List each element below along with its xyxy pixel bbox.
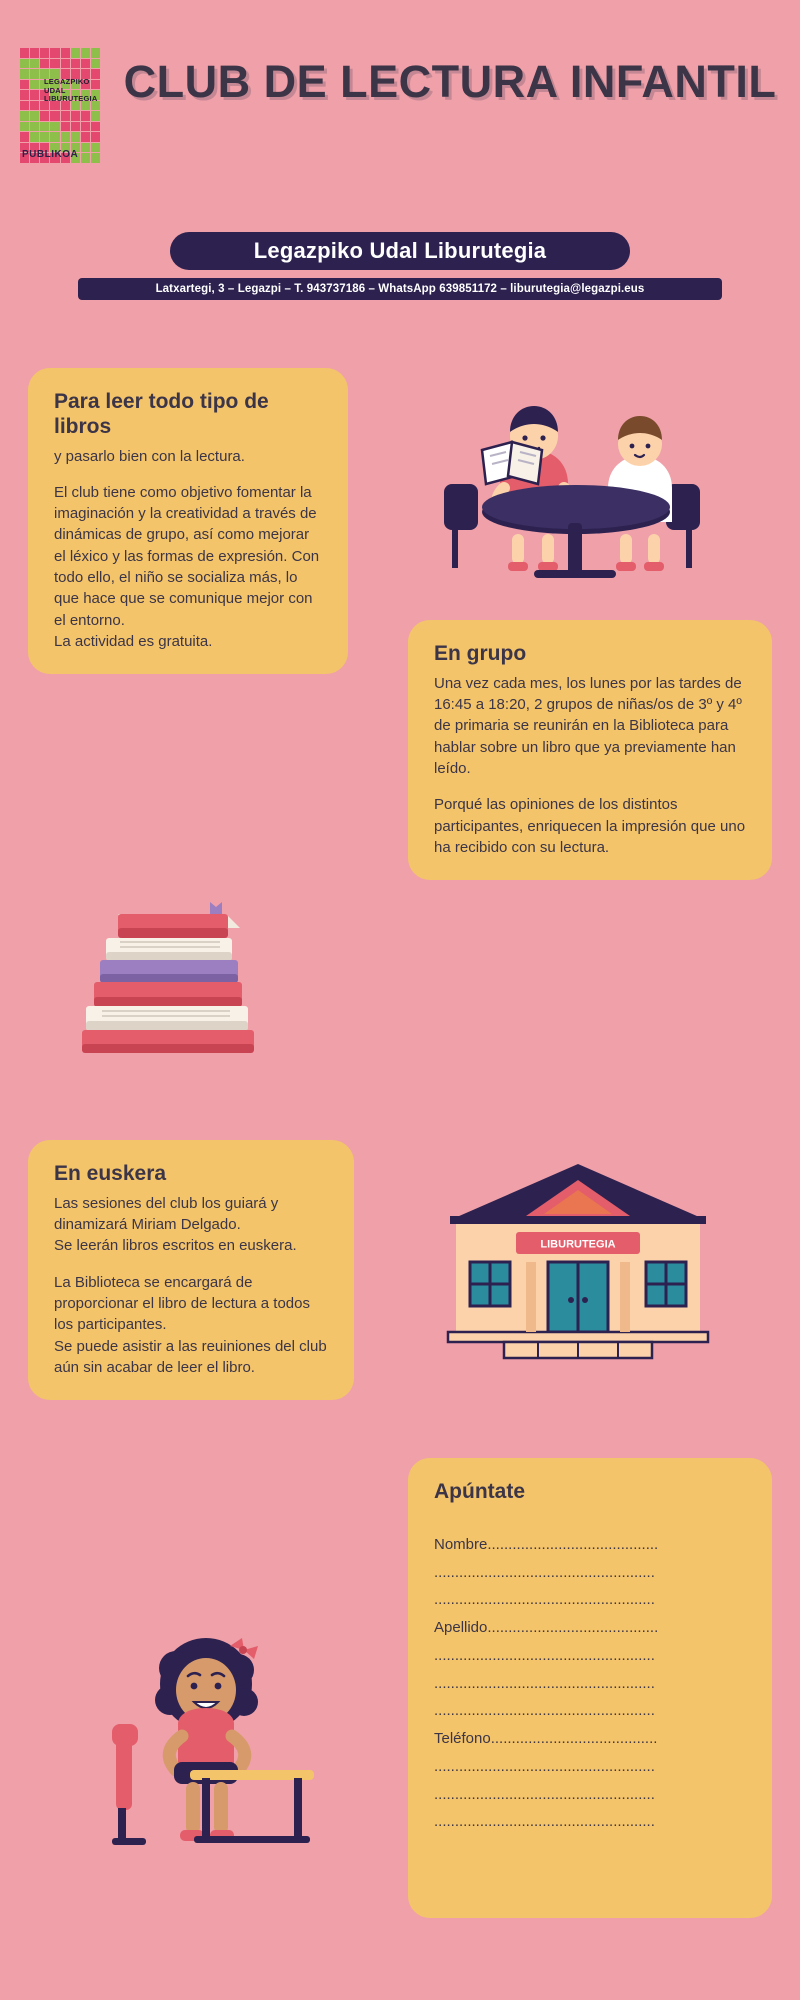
logo-tile <box>40 48 49 58</box>
logo-publikoa: PUBLIKOA <box>22 149 79 160</box>
logo-tile <box>81 111 90 121</box>
signup-form-line[interactable]: Nombre......................................... <box>434 1535 659 1553</box>
logo-tile <box>71 122 80 132</box>
logo-tile <box>30 90 39 100</box>
logo-color-grid <box>20 48 100 163</box>
logo-tile <box>71 111 80 121</box>
card-en-grupo <box>408 620 772 880</box>
logo-tile <box>20 80 29 90</box>
signup-form-line[interactable]: Teléfono........................................ <box>434 1730 658 1748</box>
card-en-grupo-p2: Porqué las opiniones de los distintos participantes, enriquecen la impresión que uno ha recibido con su lectura. <box>434 796 746 856</box>
logo-tile <box>40 111 49 121</box>
logo-tile <box>91 111 100 121</box>
signup-form-line[interactable]: ..................................................... <box>434 1591 655 1609</box>
logo-wordmark <box>44 78 97 104</box>
logo-line-2: UDAL <box>44 85 66 95</box>
logo-tile <box>50 48 59 58</box>
logo-tile <box>91 48 100 58</box>
logo-tile <box>91 132 100 142</box>
logo-tile <box>40 132 49 142</box>
logo-tile <box>81 153 90 163</box>
signup-form-line[interactable]: ..................................................... <box>434 1785 655 1803</box>
logo-tile <box>30 59 39 69</box>
logo-tile <box>20 111 29 121</box>
logo-tile <box>61 122 70 132</box>
signup-form-line[interactable]: ..................................................... <box>434 1757 655 1775</box>
logo-tile <box>61 48 70 58</box>
logo-tile <box>40 122 49 132</box>
logo-tile <box>81 59 90 69</box>
logo-tile <box>81 122 90 132</box>
card-para-leer-p1: y pasarlo bien con la lectura. <box>54 447 245 465</box>
logo-tile <box>20 90 29 100</box>
card-en-euskera-p1: Las sesiones del club los guiará y dinamizará Miriam Delgado. <box>54 1194 279 1234</box>
logo-tile <box>40 59 49 69</box>
card-apuntate-title: Apúntate <box>434 1480 525 1503</box>
signup-form-line[interactable]: ..................................................... <box>434 1563 655 1581</box>
library-name-banner: Legazpiko Udal Liburutegia <box>170 232 630 270</box>
logo-tile <box>61 111 70 121</box>
logo-tile <box>50 111 59 121</box>
book-stack-illustration <box>60 880 280 1080</box>
logo-tile <box>61 132 70 142</box>
girl-at-desk-illustration <box>90 1620 330 1870</box>
logo-tile <box>50 122 59 132</box>
signup-form-line[interactable]: ..................................................... <box>434 1813 655 1831</box>
card-apuntate <box>408 1458 772 1918</box>
logo-tile <box>71 48 80 58</box>
logo-tile <box>20 132 29 142</box>
library-logo <box>20 48 100 163</box>
logo-tile <box>81 48 90 58</box>
logo-tile <box>71 59 80 69</box>
logo-tile <box>91 153 100 163</box>
logo-tile <box>20 59 29 69</box>
logo-tile <box>61 59 70 69</box>
logo-tile <box>30 132 39 142</box>
card-en-euskera <box>28 1140 354 1400</box>
card-para-leer-title: Para leer todo tipo de libros <box>54 390 269 438</box>
logo-tile <box>81 143 90 153</box>
card-para-leer <box>28 368 348 674</box>
card-para-leer-p2: El club tiene como objetivo fomentar la imaginación y la creatividad a través de dinámicas de grupo, así como mejorar el léxico y las formas de expresión. Con todo ello, el niño se socializa más, lo que hace que se comunique mejor con el entorno. <box>54 483 320 629</box>
card-en-euskera-p4: Se puede asistir a las reuiniones del club aún sin acabar de leer el libro. <box>54 1337 327 1376</box>
logo-tile <box>30 122 39 132</box>
card-en-euskera-p3: La Biblioteca se encargará de proporcionar el libro de lectura a todos los participantes. <box>54 1273 310 1334</box>
logo-tile <box>91 59 100 69</box>
logo-tile <box>91 122 100 132</box>
logo-tile <box>30 69 39 79</box>
page-title: CLUB DE LECTURA INFANTIL <box>123 56 777 107</box>
logo-tile <box>50 132 59 142</box>
logo-tile <box>20 101 29 111</box>
logo-tile <box>81 132 90 142</box>
logo-tile <box>20 122 29 132</box>
signup-form-line[interactable]: ..................................................... <box>434 1646 655 1664</box>
logo-tile <box>50 59 59 69</box>
library-building-illustration <box>408 1150 748 1380</box>
logo-tile <box>30 111 39 121</box>
logo-tile <box>30 101 39 111</box>
logo-tile <box>20 69 29 79</box>
library-sign-text: LIBURUTEGIA <box>540 1238 616 1251</box>
contact-banner: Latxartegi, 3 – Legazpi – T. 943737186 – WhatsApp 639851172 – liburutegia@legazpi.eus <box>78 278 722 300</box>
signup-form-line[interactable]: Apellido......................................... <box>434 1619 659 1637</box>
signup-form-line[interactable]: ..................................................... <box>434 1702 655 1720</box>
logo-tile <box>71 132 80 142</box>
card-para-leer-p3: La actividad es gratuita. <box>54 632 213 650</box>
logo-tile <box>91 143 100 153</box>
signup-form-lines[interactable] <box>434 1531 746 1836</box>
card-en-euskera-title: En euskera <box>54 1162 167 1185</box>
logo-tile <box>30 48 39 58</box>
kids-reading-illustration <box>408 388 738 588</box>
signup-form-line[interactable]: ..................................................... <box>434 1674 655 1692</box>
logo-line-3: LIBURUTEGIA <box>44 94 98 104</box>
card-en-grupo-p1: Una vez cada mes, los lunes por las tardes de 16:45 a 18:20, 2 grupos de niñas/os de 3º y 4º de primaria se reunirán en la Biblioteca para hablar sobre un libro que ya previamente han leído. <box>434 674 742 777</box>
logo-tile <box>20 48 29 58</box>
logo-line-1: LEGAZPIKO <box>44 77 90 86</box>
card-en-euskera-p2: Se leerán libros escritos en euskera. <box>54 1237 297 1255</box>
card-en-grupo-title: En grupo <box>434 642 527 665</box>
logo-tile <box>30 80 39 90</box>
